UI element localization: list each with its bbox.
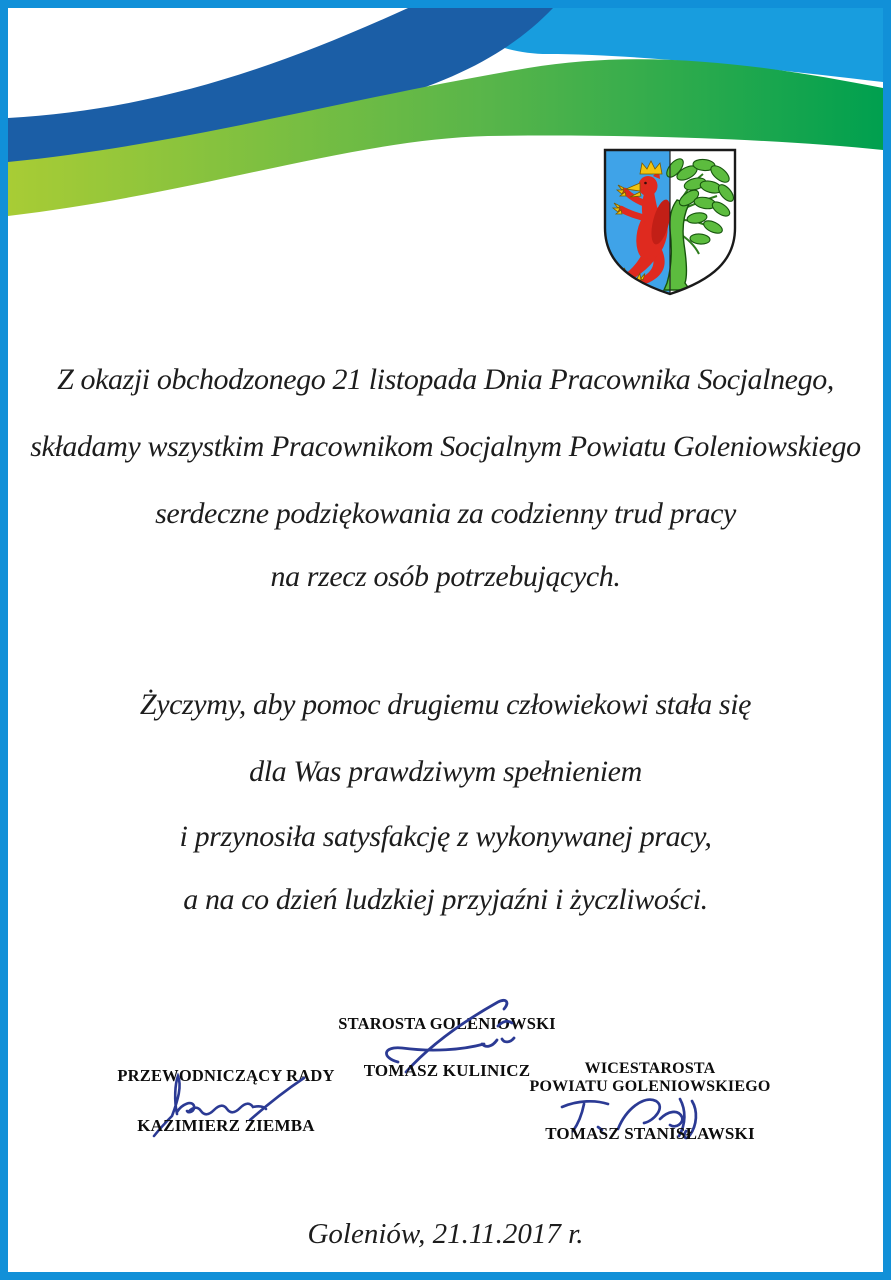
wave-header-graphic (8, 8, 883, 248)
starosta-name: TOMASZ KULINICZ (363, 1061, 531, 1080)
body-text-line: na rzecz osób potrzebujących. (270, 560, 621, 593)
body-text-line: serdeczne podziękowania za codzienny trud pracy (155, 497, 736, 530)
body-text-line: dla Was prawdziwym spełnieniem (249, 755, 642, 788)
body-text-line: i przynosiła satysfakcję z wykonywanej pracy, (179, 820, 712, 853)
vice-starosta-name: TOMASZ STANISŁAWSKI (545, 1124, 755, 1143)
coat-of-arms (600, 146, 740, 298)
body-text-line: Życzymy, aby pomoc drugiemu człowiekowi stała się (139, 688, 752, 721)
starosta-title: STAROSTA GOLENIOWSKI (338, 1014, 556, 1033)
chairman-name: KAZIMIERZ ZIEMBA (137, 1116, 315, 1135)
vice-starosta-title: WICESTAROSTA POWIATU GOLENIOWSKIEGO (529, 1060, 771, 1095)
body-text-line: Z okazji obchodzonego 21 listopada Dnia Pracownika Socjalnego, (57, 363, 834, 396)
chairman-title: PRZEWODNICZĄCY RADY (117, 1066, 335, 1085)
dateline: Goleniów, 21.11.2017 r. (307, 1218, 584, 1250)
body-text-line: a na co dzień ludzkiej przyjaźni i życzliwości. (183, 883, 708, 916)
body-text-line: składamy wszystkim Pracownikom Socjalnym Powiatu Goleniowskiego (30, 430, 861, 463)
